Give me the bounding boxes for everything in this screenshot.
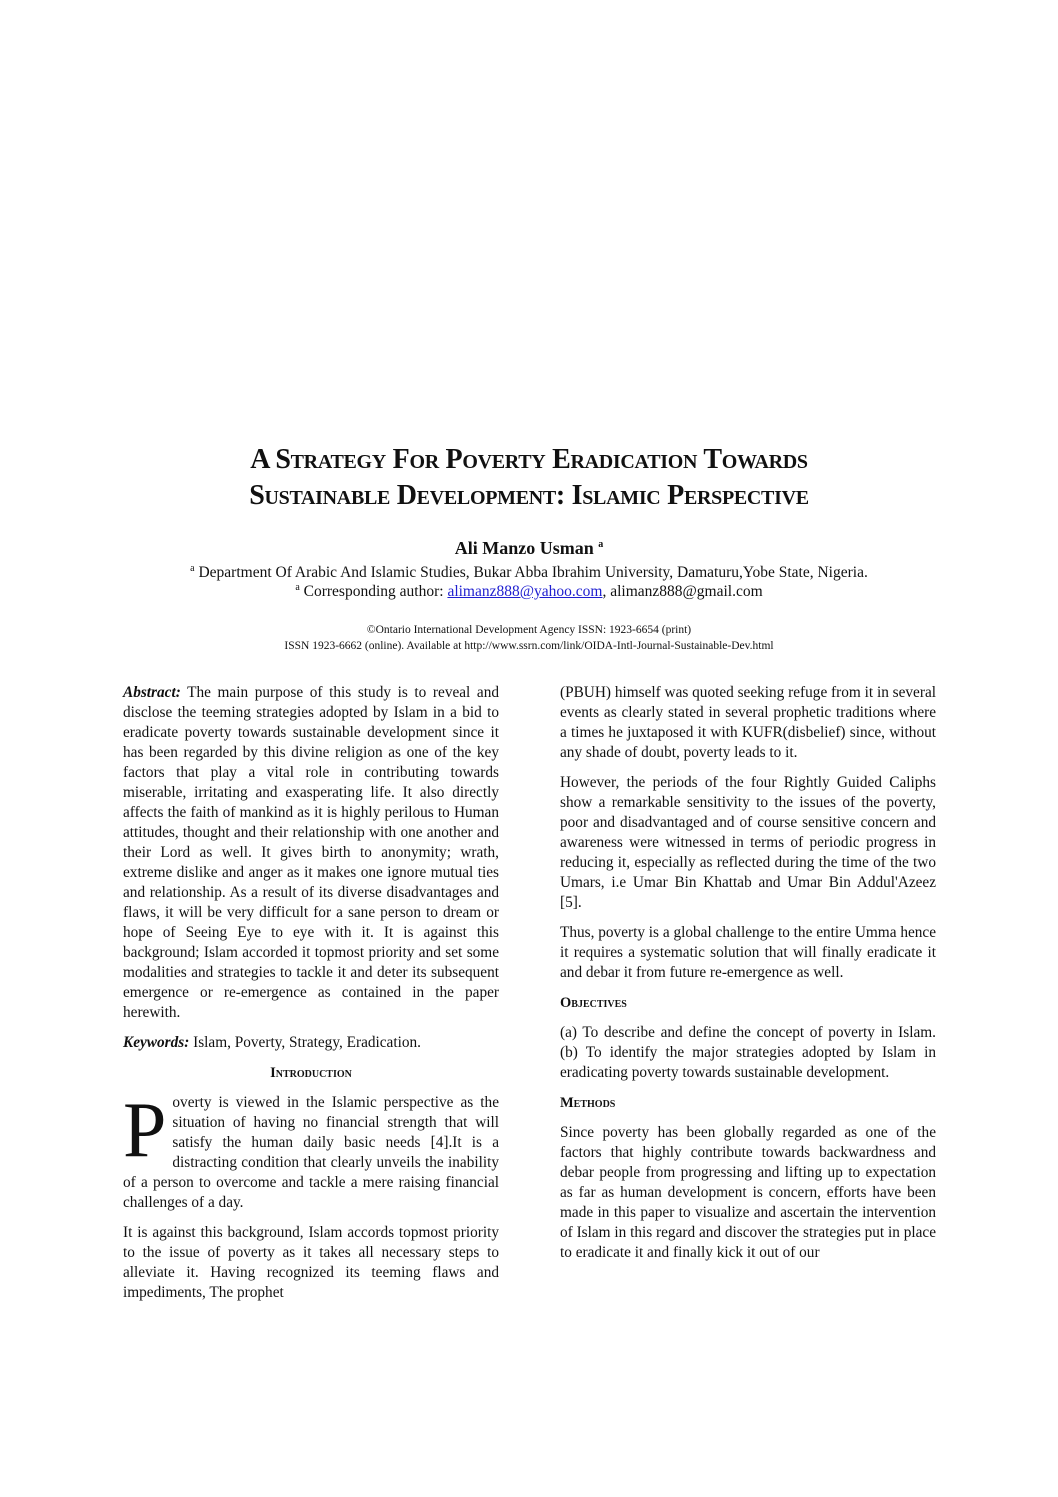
publication-line-2: ISSN 1923-6662 (online). Available at http://www.ssrn.com/link/OIDA-Intl-Journal-Sustainable-Dev.html [284,640,774,652]
introduction-para-1 [123,1086,499,1213]
methods-text: Since poverty has been globally regarded as one of the factors that highly contribute towards backwardness and debar people from progressing and lifting up to expectation as far as human development is concern, efforts have been made in this paper to visualize and ascertain the intervention of Islam in this regard and discover the strategies put in place to eradicate it and finally kick it out of our [560,1124,936,1261]
corresponding-label: Corresponding author: [303,583,448,601]
email-link[interactable]: alimanz888@yahoo.com [447,583,603,601]
introduction-para-3: However, the periods of the four Rightly Guided Caliphs show a remarkable sensitivity to the issues of the poverty, poor and disadvantaged and of course sensitive concern and awareness were witnessed in terms of periodic progress in reducing it, especially as reflected during the time of the two Umars, i.e Umar Bin Khattab and Umar Bin Addul'Azeez [5]. [560,774,936,911]
introduction-para-1-text: overty is viewed in the Islamic perspective as the situation of having no financial strength that will satisfy the human daily basic needs [4].It is a distracting condition that clearly unveils the inability of a person to overcome and tackle a mere raising financial challenges of a day. [123,1094,499,1211]
introduction-heading: Introduction [270,1065,352,1081]
corresponding-sup: a [295,582,300,593]
objectives-text: (a) To describe and define the concept of poverty in Islam. (b) To identify the major strategies adopted by Islam in eradicating poverty towards sustainable development. [560,1024,936,1081]
publication-line-1: ©Ontario International Development Agency ISSN: 1923-6654 (print) [366,624,692,636]
email-alt: alimanz888@gmail.com [610,583,763,601]
affiliation-sup: a [190,563,195,574]
title-line-2: Sustainable Development: Islamic Perspective [249,480,809,511]
objectives-heading: Objectives [560,995,627,1011]
corresponding-author [0,582,1058,601]
keywords-text: Islam, Poverty, Strategy, Eradication. [189,1034,421,1051]
abstract-text: The main purpose of this study is to reveal and disclose the teeming strategies adopted by Islam in a bid to eradicate poverty towards sustainable development since it has been regarded by this divine religion as one of the key factors that play a vital role in contributing towards miserable, irritating and exasperating life. It also directly affects the faith of mankind as it is highly perilous to Human attitudes, thought and their relationship with one another and their Lord as well. It gives birth to anonymity; wrath, extreme dislike and anger as it makes one ignore mutual ties and relationship. As a result of its diverse disadvantages and flaws, it will be very difficult for a sane person to dream or hope of Seeing Eye to eye with it. It is against this background; Islam accorded it topmost priority and set some modalities and strategies to tackle it and deter its subsequent emergence or re-emergence as contained in the paper herewith. [123,684,499,1021]
paper-title [0,442,1058,514]
abstract-label: Abstract: [123,684,181,701]
email-separator: , [602,583,611,601]
left-column [123,683,499,1313]
introduction-para-2: It is against this background, Islam accords topmost priority to the issue of poverty as it takes all necessary steps to alleviate it. Having recognized its teeming flaws and impediments, The prophet [123,1224,499,1301]
affiliation [0,563,1058,582]
title-line-1: A Strategy For Poverty Eradication Towards [250,444,808,475]
author-line [0,538,1058,559]
affiliation-text: Department Of Arabic And Islamic Studies, Bukar Abba Ibrahim University, Damaturu,Yobe State, Nigeria. [198,564,868,582]
keywords-label: Keywords: [123,1034,190,1051]
author-name: Ali Manzo Usman [454,538,594,558]
introduction-para-2-continued: (PBUH) himself was quoted seeking refuge from it in several events as clearly stated in several prophetic traditions where a times he juxtaposed it with KUFR(disbelief) since, without any shade of doubt, poverty leads to it. [560,684,936,761]
abstract [123,683,499,1023]
introduction-para-4: Thus, poverty is a global challenge to the entire Umma hence it requires a systematic solution that will finally eradicate it and debar it from future re-emergence as well. [560,924,936,981]
drop-cap: P [123,1086,167,1173]
methods-heading: Methods [560,1095,616,1111]
author-sup: a [598,539,604,550]
right-column [560,683,936,1273]
keywords [123,1033,499,1053]
